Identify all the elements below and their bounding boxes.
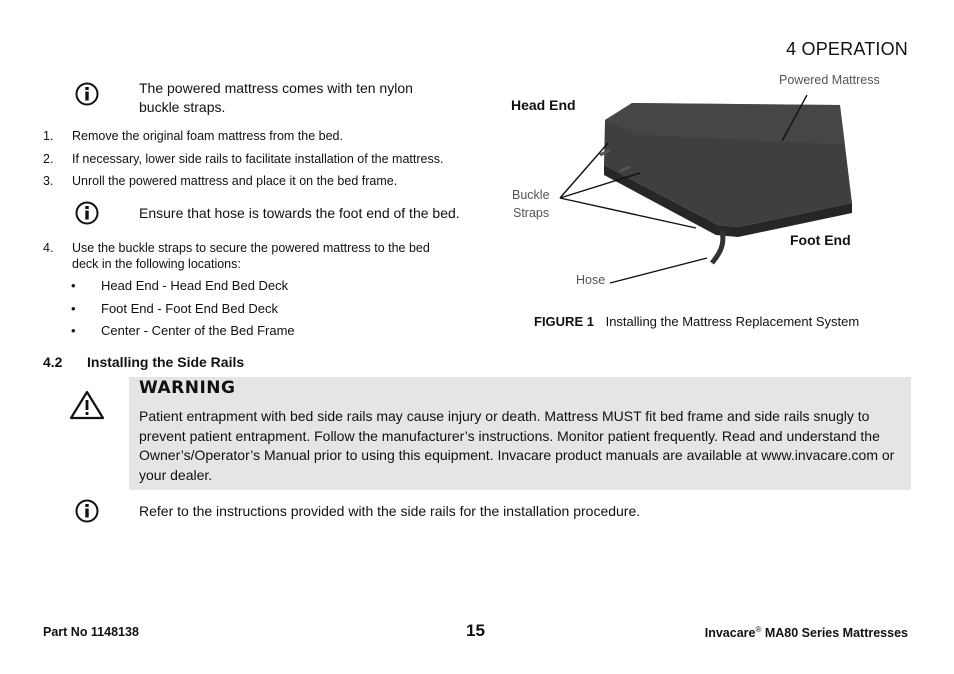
bullet-text: Head End - Head End Bed Deck <box>101 278 289 293</box>
info-icon <box>75 201 99 225</box>
list-item <box>71 323 371 339</box>
registered-mark: ® <box>755 625 762 634</box>
subsection-title: Installing the Side Rails <box>87 354 245 370</box>
list-item <box>43 151 473 167</box>
footer-part-number: Part No 1148138 <box>43 625 139 639</box>
page-number: 15 <box>466 621 485 640</box>
label-head-end: Head End <box>511 97 576 113</box>
label-powered-mattress: Powered Mattress <box>779 73 880 87</box>
info-icon <box>75 82 99 106</box>
step-text: Remove the original foam mattress from the bed. <box>72 129 343 143</box>
figure-caption-text: Installing the Mattress Replacement System <box>605 314 860 329</box>
label-hose: Hose <box>576 273 606 287</box>
figure-number: FIGURE 1 <box>534 314 594 329</box>
list-item <box>43 128 473 144</box>
note-side-rails: Refer to the instructions provided with the side rails for the installation procedure. <box>139 503 641 519</box>
warning-text <box>139 407 909 485</box>
leader-line <box>560 143 608 198</box>
info-icon <box>75 499 99 523</box>
label-buckle: Buckle <box>512 188 550 202</box>
warning-line: your dealer. <box>139 466 213 483</box>
step-number: 1. <box>43 129 54 143</box>
list-item <box>43 240 473 274</box>
bullet-text: Foot End - Foot End Bed Deck <box>101 301 279 316</box>
warning-line: Patient entrapment with bed side rails may cause injury or death. Mattress MUST fit bed frame and side rails snugly to <box>139 408 870 424</box>
step-number: 4. <box>43 241 54 255</box>
label-foot-end: Foot End <box>790 232 851 248</box>
mattress-figure <box>500 95 880 295</box>
footer-brand: Invacare <box>704 626 756 641</box>
warning-title: WARNING <box>139 378 236 398</box>
list-item <box>71 278 371 294</box>
bullet-dot: • <box>71 278 76 293</box>
footer-product <box>705 625 908 640</box>
label-straps: Straps <box>513 206 550 220</box>
warning-line: prevent patient entrapment. Follow the manufacturer’s instructions. Monitor patient frequently. Read and understand the <box>139 427 880 444</box>
bullet-dot: • <box>71 301 76 316</box>
footer-product-name: MA80 Series Mattresses <box>764 626 908 641</box>
step-number: 3. <box>43 174 54 188</box>
step-line: Use the buckle straps to secure the powered mattress to the bed <box>72 241 430 255</box>
note-mattress-straps <box>139 79 413 117</box>
subsection-number: 4.2 <box>43 354 63 370</box>
warning-line: Owner’s/Operator’s Manual prior to using this equipment. Invacare product manuals are available at www.invacare.com or <box>139 447 895 463</box>
step-line: deck in the following locations: <box>72 257 241 271</box>
step-text: If necessary, lower side rails to facilitate installation of the mattress. <box>72 152 444 166</box>
leader-line <box>610 258 707 283</box>
note-hose: Ensure that hose is towards the foot end of the bed. <box>139 205 460 221</box>
figure-caption <box>534 314 859 329</box>
step-text: Unroll the powered mattress and place it on the bed frame. <box>72 174 398 188</box>
list-item <box>71 301 371 317</box>
step-number: 2. <box>43 152 54 166</box>
step-text <box>72 240 472 272</box>
warning-icon <box>69 390 105 420</box>
note-line: buckle straps. <box>139 99 226 115</box>
bullet-text: Center - Center of the Bed Frame <box>101 323 295 338</box>
bullet-dot: • <box>71 323 76 338</box>
section-title: 4 OPERATION <box>786 39 908 59</box>
note-line: The powered mattress comes with ten nylon <box>139 80 413 96</box>
list-item <box>43 173 473 189</box>
warning-box <box>129 377 911 490</box>
